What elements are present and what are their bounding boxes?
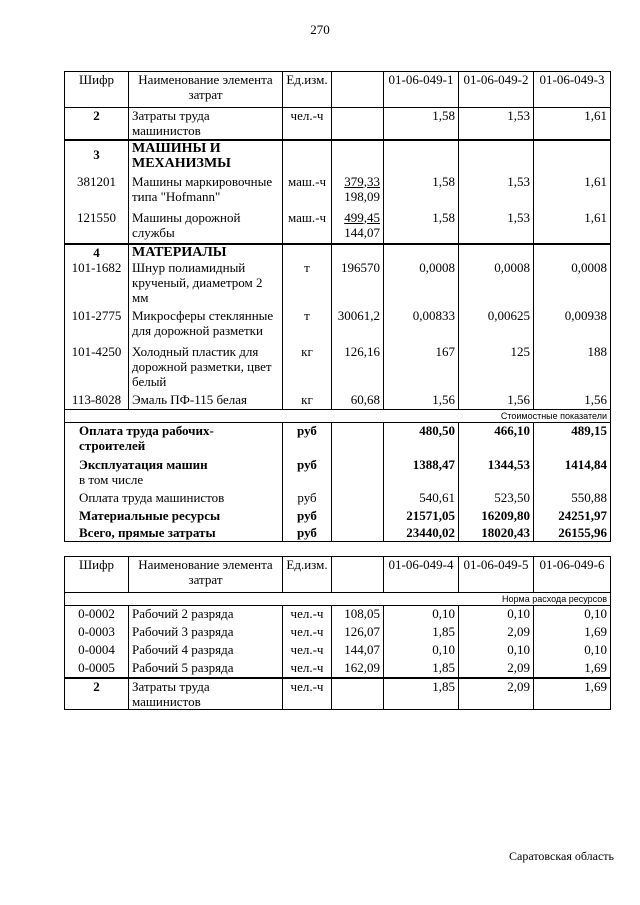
row-price: 196570 [332,260,384,308]
row-value-1: 167 [384,344,459,392]
row-unit: т [283,260,332,308]
row-value-3: 1,69 [534,660,611,678]
header-name: Наименование элемента затрат [129,557,283,593]
row-value-2: 125 [459,344,534,392]
cost-unit: руб [283,490,332,508]
cost-value-2: 1344,53 [459,457,534,490]
row-price: 144,07 [332,642,384,660]
row-code: 2 [65,108,129,140]
header-code: Шифр [65,72,129,108]
row-value-2: 1,56 [459,392,534,410]
cost-row [65,508,611,525]
cost-unit: руб [283,423,332,457]
cost-value-2: 523,50 [459,490,534,508]
row-price: 162,09 [332,660,384,678]
header-col-2: 01-06-049-5 [459,557,534,593]
row-price: 499,45 [344,209,380,225]
row-value-2: 0,00625 [459,308,534,344]
table-header-row [65,72,611,108]
row-name: Рабочий 4 разряда [129,642,283,660]
row-value-3: 1,61 [534,174,611,210]
resource-table-2 [64,556,611,710]
row-price: 108,05 [332,606,384,624]
table-row [65,660,611,678]
row-code: 101-2775 [65,308,129,344]
row-value-2: 1,53 [459,108,534,140]
cost-value-1: 23440,02 [384,525,459,542]
row-unit: чел.-ч [283,108,332,140]
row-value-1: 1,85 [384,660,459,678]
row-name: Машины маркировочные типа "Hofmann" [129,174,283,210]
row-value-1: 1,58 [384,174,459,210]
row-code: 101-4250 [65,344,129,392]
cost-value-1: 480,50 [384,423,459,457]
cost-unit: руб [283,525,332,542]
row-value-3: 0,0008 [534,260,611,308]
row-price-secondary: 198,09 [344,188,380,204]
resource-table-1 [64,71,611,542]
row-value-3: 188 [534,344,611,392]
row-price: 379,33 [344,173,380,189]
cost-value-2: 18020,43 [459,525,534,542]
cost-caption: Стоимостные показатели [65,410,611,423]
row-unit: т [283,308,332,344]
table-row [65,260,611,308]
cost-value-3: 26155,96 [534,525,611,542]
table-row [65,108,611,140]
row-value-1: 0,0008 [384,260,459,308]
row-value-3: 1,61 [534,108,611,140]
header-unit: Ед.изм. [283,72,332,108]
table-row [65,606,611,624]
header-col-1: 01-06-049-4 [384,557,459,593]
header-col-3: 01-06-049-6 [534,557,611,593]
caption-row [65,410,611,423]
header-code: Шифр [65,557,129,593]
row-value-3: 0,00938 [534,308,611,344]
row-value-3: 1,69 [534,678,611,710]
row-value-2: 2,09 [459,678,534,710]
cost-row [65,490,611,508]
section-title: МАШИНЫ И МЕХАНИЗМЫ [129,140,283,174]
cost-row [65,525,611,542]
table-row [65,624,611,642]
row-code: 101-1682 [65,260,129,308]
row-code: 0-0005 [65,660,129,678]
cost-unit: руб [283,457,332,490]
row-value-3: 1,69 [534,624,611,642]
row-value-1: 1,85 [384,624,459,642]
section-code: 3 [65,140,129,174]
row-unit: кг [283,344,332,392]
section-row-materials [65,244,611,260]
row-value-2: 0,10 [459,606,534,624]
table-row [65,174,611,210]
cost-value-2: 16209,80 [459,508,534,525]
row-value-3: 0,10 [534,642,611,660]
row-value-1: 0,10 [384,642,459,660]
header-name: Наименование элемента затрат [129,72,283,108]
row-code: 0-0003 [65,624,129,642]
cost-value-3: 24251,97 [534,508,611,525]
row-value-1: 0,10 [384,606,459,624]
row-name: Затраты труда машинистов [129,108,283,140]
row-unit: чел.-ч [283,642,332,660]
cost-name: Оплата труда рабочих-строителей [65,423,283,457]
cost-value-3: 550,88 [534,490,611,508]
row-code: 0-0004 [65,642,129,660]
row-value-2: 1,53 [459,210,534,244]
cost-name: Материальные ресурсы [65,508,283,525]
row-unit: чел.-ч [283,678,332,710]
row-name: Микросферы стеклянные для дорожной разметки [129,308,283,344]
cost-name: Оплата труда машинистов [65,490,283,508]
table-row [65,642,611,660]
row-value-1: 1,58 [384,210,459,244]
header-price [332,72,384,108]
row-name: Эмаль ПФ-115 белая [129,392,283,410]
row-value-2: 2,09 [459,624,534,642]
row-price: 30061,2 [332,308,384,344]
cost-value-3: 1414,84 [534,457,611,490]
row-value-2: 1,53 [459,174,534,210]
row-value-2: 0,0008 [459,260,534,308]
cost-name: Эксплуатация машин [79,456,208,472]
row-price: 60,68 [332,392,384,410]
row-code: 381201 [65,174,129,210]
row-name: Машины дорожной службы [129,210,283,244]
row-code: 2 [65,678,129,710]
row-value-2: 2,09 [459,660,534,678]
cost-value-2: 466,10 [459,423,534,457]
row-unit: маш.-ч [283,174,332,210]
row-value-3: 1,61 [534,210,611,244]
section-title: МАТЕРИАЛЫ [129,244,283,260]
norm-caption: Норма расхода ресурсов [65,593,611,606]
row-price-secondary: 144,07 [344,224,380,240]
row-code: 113-8028 [65,392,129,410]
row-code: 0-0002 [65,606,129,624]
row-name: Затраты труда машинистов [129,678,283,710]
row-value-1: 0,00833 [384,308,459,344]
cost-name: Всего, прямые затраты [65,525,283,542]
cost-row [65,423,611,457]
row-value-2: 0,10 [459,642,534,660]
row-value-1: 1,85 [384,678,459,710]
row-name: Рабочий 5 разряда [129,660,283,678]
header-unit: Ед.изм. [283,557,332,593]
row-value-3: 0,10 [534,606,611,624]
cost-subnote: в том числе [79,471,144,487]
row-name: Холодный пластик для дорожной разметки, цвет белый [129,344,283,392]
row-price [332,108,384,140]
caption-row [65,593,611,606]
table-row [65,392,611,410]
cost-value-1: 1388,47 [384,457,459,490]
row-name: Шнур полиамидный крученый, диаметром 2 мм [129,260,283,308]
row-price [332,678,384,710]
header-price [332,557,384,593]
page-number: 270 [310,22,330,37]
section-code: 4 [65,244,129,260]
row-value-3: 1,56 [534,392,611,410]
row-price: 126,16 [332,344,384,392]
header-col-3: 01-06-049-3 [534,72,611,108]
row-name: Рабочий 3 разряда [129,624,283,642]
cost-value-3: 489,15 [534,423,611,457]
cost-value-1: 21571,05 [384,508,459,525]
table-row [65,678,611,710]
row-price: 126,07 [332,624,384,642]
row-code: 121550 [65,210,129,244]
cost-value-1: 540,61 [384,490,459,508]
table-row [65,210,611,244]
header-col-2: 01-06-049-2 [459,72,534,108]
row-value-1: 1,58 [384,108,459,140]
cost-row [65,457,611,490]
section-row-machines [65,140,611,174]
row-unit: маш.-ч [283,210,332,244]
row-unit: чел.-ч [283,660,332,678]
row-unit: чел.-ч [283,624,332,642]
table-row [65,344,611,392]
row-name: Рабочий 2 разряда [129,606,283,624]
footer-region-label: Саратовская область [509,849,615,863]
header-col-1: 01-06-049-1 [384,72,459,108]
row-unit: кг [283,392,332,410]
table-row [65,308,611,344]
row-unit: чел.-ч [283,606,332,624]
row-value-1: 1,56 [384,392,459,410]
cost-unit: руб [283,508,332,525]
table-header-row [65,557,611,593]
